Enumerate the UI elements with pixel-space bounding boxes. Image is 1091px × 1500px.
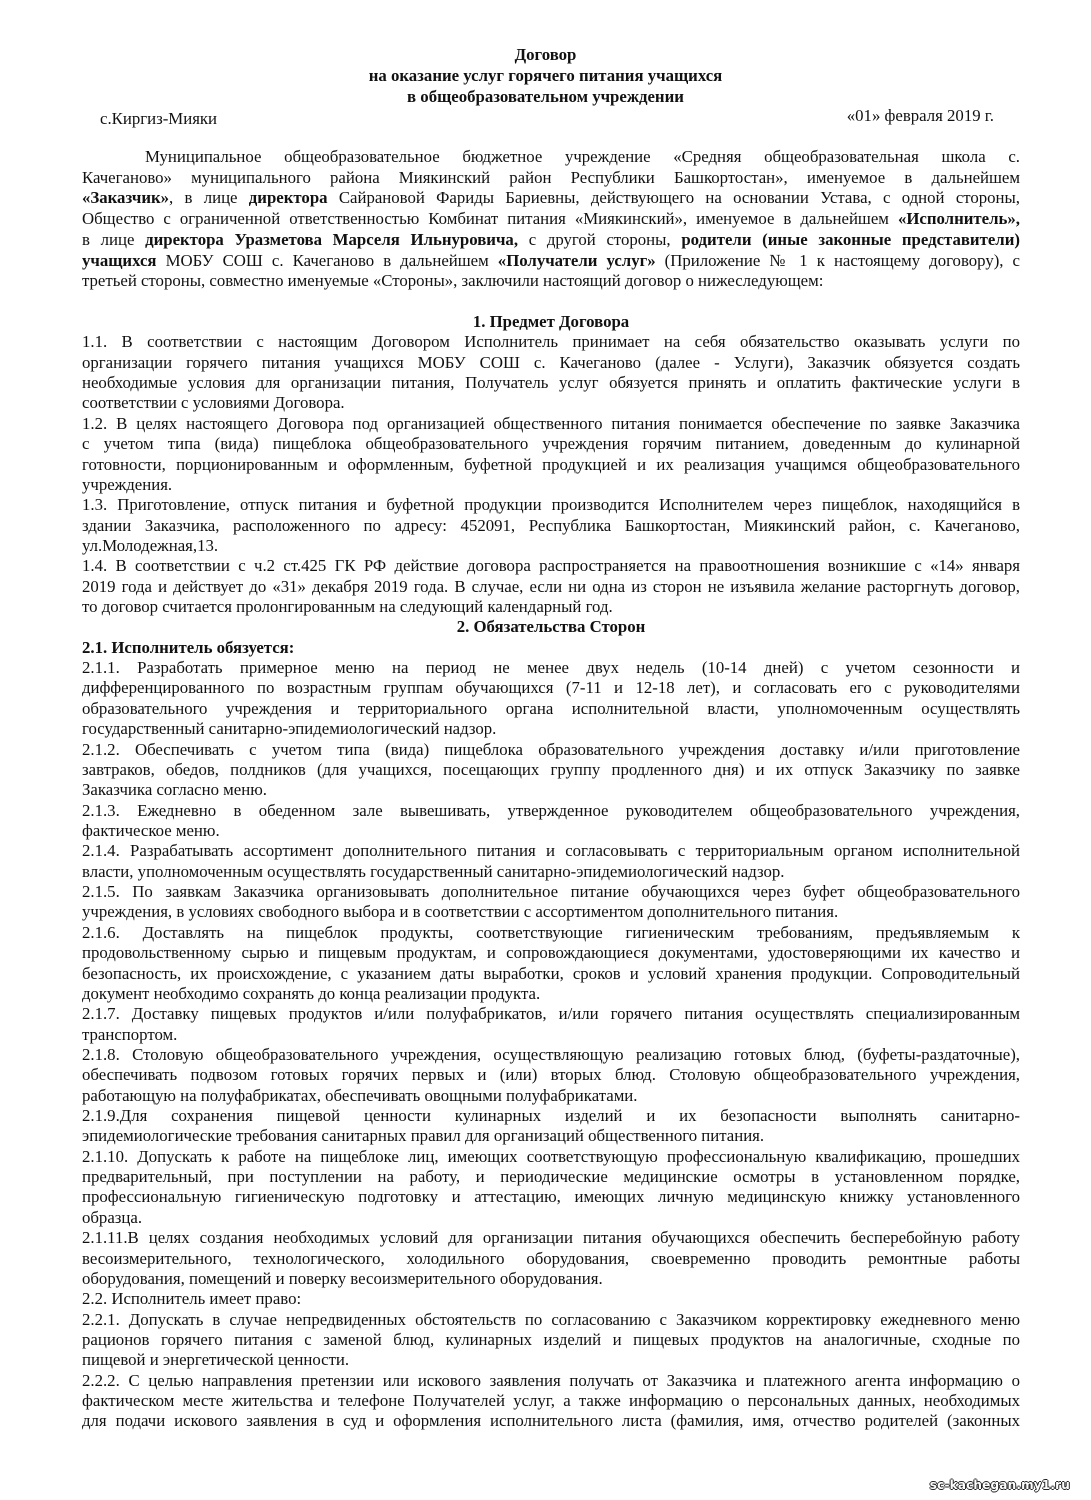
text-line: 1.4. В соответствии с ч.2 ст.425 ГК РФ действие договора распространяется на правоотношения возникшие с «14» января bbox=[82, 556, 1020, 576]
text-line: транспортом. bbox=[82, 1024, 178, 1044]
place-of-signing: с.Киргиз-Мияки bbox=[100, 109, 218, 128]
text-line: государственный санитарно-эпидемиологический надзор. bbox=[82, 719, 497, 739]
preamble-line bbox=[82, 188, 1020, 209]
document-title: Договор bbox=[514, 45, 577, 64]
text-line: власти, уполномоченным осуществлять государственный санитарно-эпидемиологический надзор. bbox=[82, 861, 785, 881]
text-line: 2.1.4. Разрабатывать ассортимент дополнительного питания и согласовывать с территориальным органом исполнительной bbox=[82, 841, 1020, 861]
text-line: фактическое меню. bbox=[82, 820, 220, 840]
text-line: учреждения, в условиях свободного выбора и в соответствии с ассортиментом дополнительного питания. bbox=[82, 902, 839, 922]
text-line: эпидемиологические требования санитарных правил для организаций общественного питания. bbox=[82, 1126, 765, 1146]
text-line: дифференцированного по возрастным группам обучающихся (7-11 и 12-18 лет), и согласовать его с руководителями bbox=[82, 678, 1020, 698]
preamble-line bbox=[82, 209, 1020, 230]
text: , в лице bbox=[169, 188, 249, 208]
text: с другой стороны, bbox=[518, 229, 682, 249]
text-line: 2.1.9.Для сохранения пищевой ценности кулинарных изделий и их безопасности выполнять санитарно- bbox=[82, 1106, 1020, 1126]
text-line: профессиональную гигиеническую подготовку и аттестацию, имеющих личную медицинскую книжку установленного bbox=[82, 1187, 1020, 1207]
section-heading: 2. Обязательства Сторон bbox=[456, 617, 646, 637]
bold-text: «Получатели услуг» bbox=[497, 250, 656, 270]
section-heading: 1. Предмет Договора bbox=[472, 312, 630, 331]
text-line: 2019 года и действует до «31» декабря 2019 года. В случае, если ни одна из сторон не изъявила желание расторгнуть договор, bbox=[82, 576, 1020, 596]
text-line: 2.2. Исполнитель имеет право: bbox=[82, 1289, 302, 1309]
watermark: sc-kachegan.my1.ru bbox=[929, 1478, 1070, 1492]
text-line: необходимые условия для организации питания, Получатель услуг обязуется принять и оплатить фактические услуги в bbox=[82, 373, 1020, 393]
text-line: образовательного учреждения и территориального органа исполнительной власти, уполномоченным осуществлять bbox=[82, 698, 1020, 718]
text-line: весоизмерительного, технологического, холодильного оборудования, своевременно проводить ремонтные работы bbox=[82, 1248, 1020, 1268]
preamble-line bbox=[82, 147, 1020, 168]
bold-text: учащихся bbox=[82, 250, 157, 270]
text-line: 1.2. В целях настоящего Договора под организацией общественного питания понимается обеспечение по заявке Заказчика bbox=[82, 413, 1020, 433]
bold-text: директора bbox=[248, 188, 328, 208]
text: Общество с ограниченной ответственностью Комбинат питания «Миякинский», именуемое в дальнейшем bbox=[82, 209, 898, 229]
text-line: 2.1.7. Доставку пищевых продуктов и/или полуфабрикатов, и/или горячего питания осуществлять специализированным bbox=[82, 1004, 1020, 1024]
text: третьей стороны, совместно именуемые «Стороны», заключили настоящий договор о нижеследующем: bbox=[82, 271, 824, 291]
text-line: учреждения. bbox=[82, 474, 173, 494]
text: МОБУ СОШ с. Качеганово в дальнейшем bbox=[156, 250, 498, 270]
text: Муниципальное общеобразовательное бюджетное учреждение «Средняя общеобразовательная школа с. bbox=[145, 147, 1020, 166]
preamble-line bbox=[82, 271, 1020, 292]
text-line: 2.1.8. Столовую общеобразовательного учреждения, осуществляющую реализацию готовых блюд, (буфеты-раздаточные), bbox=[82, 1044, 1020, 1064]
preamble-line bbox=[82, 168, 1020, 189]
text-line: работающую на полуфабрикатах, обеспечивать овощными полуфабрикатами. bbox=[82, 1085, 638, 1105]
text-line: оборудования, помещений и поверку весоизмерительного оборудования. bbox=[82, 1268, 603, 1288]
text-line: документ необходимо сохранять до конца реализации продукта. bbox=[82, 983, 541, 1003]
preamble-line bbox=[82, 230, 1020, 251]
text-line: завтраков, обедов, полдников (для учащихся, посещающих группу продленного дня) и их отпуск Заказчику по заявке bbox=[82, 759, 1020, 779]
text-line: 2.1.10. Допускать к работе на пищеблоке лиц, имеющих соответствующую профессиональную квалификацию, прошедших bbox=[82, 1146, 1020, 1166]
text: Сайрановой Фариды Бариевны, действующего на основании Устава, с одной стороны, bbox=[327, 188, 1020, 208]
bold-text: «Заказчик» bbox=[82, 188, 170, 208]
preamble-line bbox=[82, 251, 1020, 272]
text-line: пищевой и энергетической ценности. bbox=[82, 1350, 350, 1370]
text-line: организации горячего питания учащихся МОБУ СОШ с. Качеганово (далее - Услуги), Заказчик обязуется создать bbox=[82, 352, 1020, 372]
text-line: ул.Молодежная,13. bbox=[82, 535, 219, 555]
text-line: то договор считается пролонгированным на следующий календарный год. bbox=[82, 597, 613, 617]
text-line: фактическом месте жительства и телефоне Получателей услуг, а также информацию о персональных данных, необходимых bbox=[82, 1391, 1020, 1411]
contract-date: «01» февраля 2019 г. bbox=[846, 106, 994, 125]
text-line: 2.1. Исполнитель обязуется: bbox=[82, 637, 295, 657]
text-line: 1.1. В соответствии с настоящим Договором Исполнитель принимает на себя обязательство оказывать услуги по bbox=[82, 332, 1020, 352]
text-line: безопасность, их происхождение, с указанием даты выработки, сроков и условий хранения продукции. Сопроводительный bbox=[82, 963, 1020, 983]
text-line: 2.1.11.В целях создания необходимых условий для организации питания обучающихся обеспечить бесперебойную работу bbox=[82, 1228, 1020, 1248]
text-line: здании Заказчика, расположенного по адресу: 452091, Республика Башкортостан, Миякинский район, с. Качеганово, bbox=[82, 515, 1020, 535]
text-line: 2.1.3. Ежедневно в обеденном зале вывешивать, утвержденное руководителем общеобразовательного учреждения, bbox=[82, 800, 1020, 820]
text-line: 2.2.1. Допускать в случае непредвиденных обстоятельств по согласованию с Заказчиком корректировку ежедневного меню bbox=[82, 1309, 1020, 1329]
contract-body bbox=[82, 312, 1020, 1432]
bold-text: «Исполнитель», bbox=[897, 209, 1020, 229]
text-line: 2.1.1. Разработать примерное меню на период не менее двух недель (10-14 дней) с учетом сезонности и bbox=[82, 658, 1020, 678]
text: (Приложение № 1 к настоящему договору), с bbox=[655, 250, 1020, 270]
text-line: предварительный, при поступлении на работу, и периодические медицинские осмотры в установленном порядке, bbox=[82, 1167, 1020, 1187]
text-line: рационов горячего питания с заменой блюд, кулинарных изделий и пищевых продуктов на аналогичные, сходные по bbox=[82, 1329, 1020, 1349]
bold-text: директора Уразметова Марселя Ильнуровича, bbox=[145, 229, 519, 249]
text-line: 2.2.2. С целью направления претензии или искового заявления получать от Заказчика и платежного агента информацию о bbox=[82, 1370, 1020, 1390]
text-line: соответствии с условиями Договора. bbox=[82, 393, 345, 413]
text-line: образца. bbox=[82, 1207, 143, 1227]
preamble bbox=[82, 147, 1020, 292]
document-subtitle: в общеобразовательном учреждении bbox=[407, 87, 684, 106]
text: Качеганово» муниципального района Миякинский район Республики Башкортостан», именуемое в дальнейшем bbox=[82, 167, 1020, 187]
text-line: 2.1.2. Обеспечивать с учетом типа (вида) пищеблока образовательного учреждения доставку и/или приготовление bbox=[82, 739, 1020, 759]
text-line: готовности, порционированным и оформленным, буфетной продукцией и их реализация учащимся общеобразовательного bbox=[82, 454, 1020, 474]
text-line: обеспечивать подвозом готовых горячих первых и (или) вторых блюд. Столовую общеобразовательного учреждения, bbox=[82, 1065, 1020, 1085]
text-line: 2.1.5. По заявкам Заказчика организовывать дополнительное питание обучающихся через буфет общеобразовательного bbox=[82, 882, 1020, 902]
text-line: Заказчика согласно меню. bbox=[82, 780, 267, 800]
text-line: для подачи искового заявления в суд и оформления исполнительного листа (фамилия, имя, отчество родителей (законных bbox=[82, 1411, 1020, 1431]
bold-text: родители (иные законные представители) bbox=[681, 229, 1020, 249]
text: в лице bbox=[82, 229, 146, 249]
text-line: 2.1.6. Доставлять на пищеблок продукты, соответствующие гигиеническим требованиям, предъявляемым к bbox=[82, 922, 1020, 942]
text-line: с учетом типа (вида) пищеблока общеобразовательного учреждения горячим питанием, доведенным до кулинарной bbox=[82, 434, 1020, 454]
document-subtitle: на оказание услуг горячего питания учащихся bbox=[368, 66, 723, 85]
text-line: продовольственному сырью и пищевым продуктам, и сопровождающиеся документами, удостоверяющими их качество и bbox=[82, 943, 1020, 963]
text-line: 1.3. Приготовление, отпуск питания и буфетной продукции производится Исполнителем через пищеблок, находящийся в bbox=[82, 495, 1020, 515]
